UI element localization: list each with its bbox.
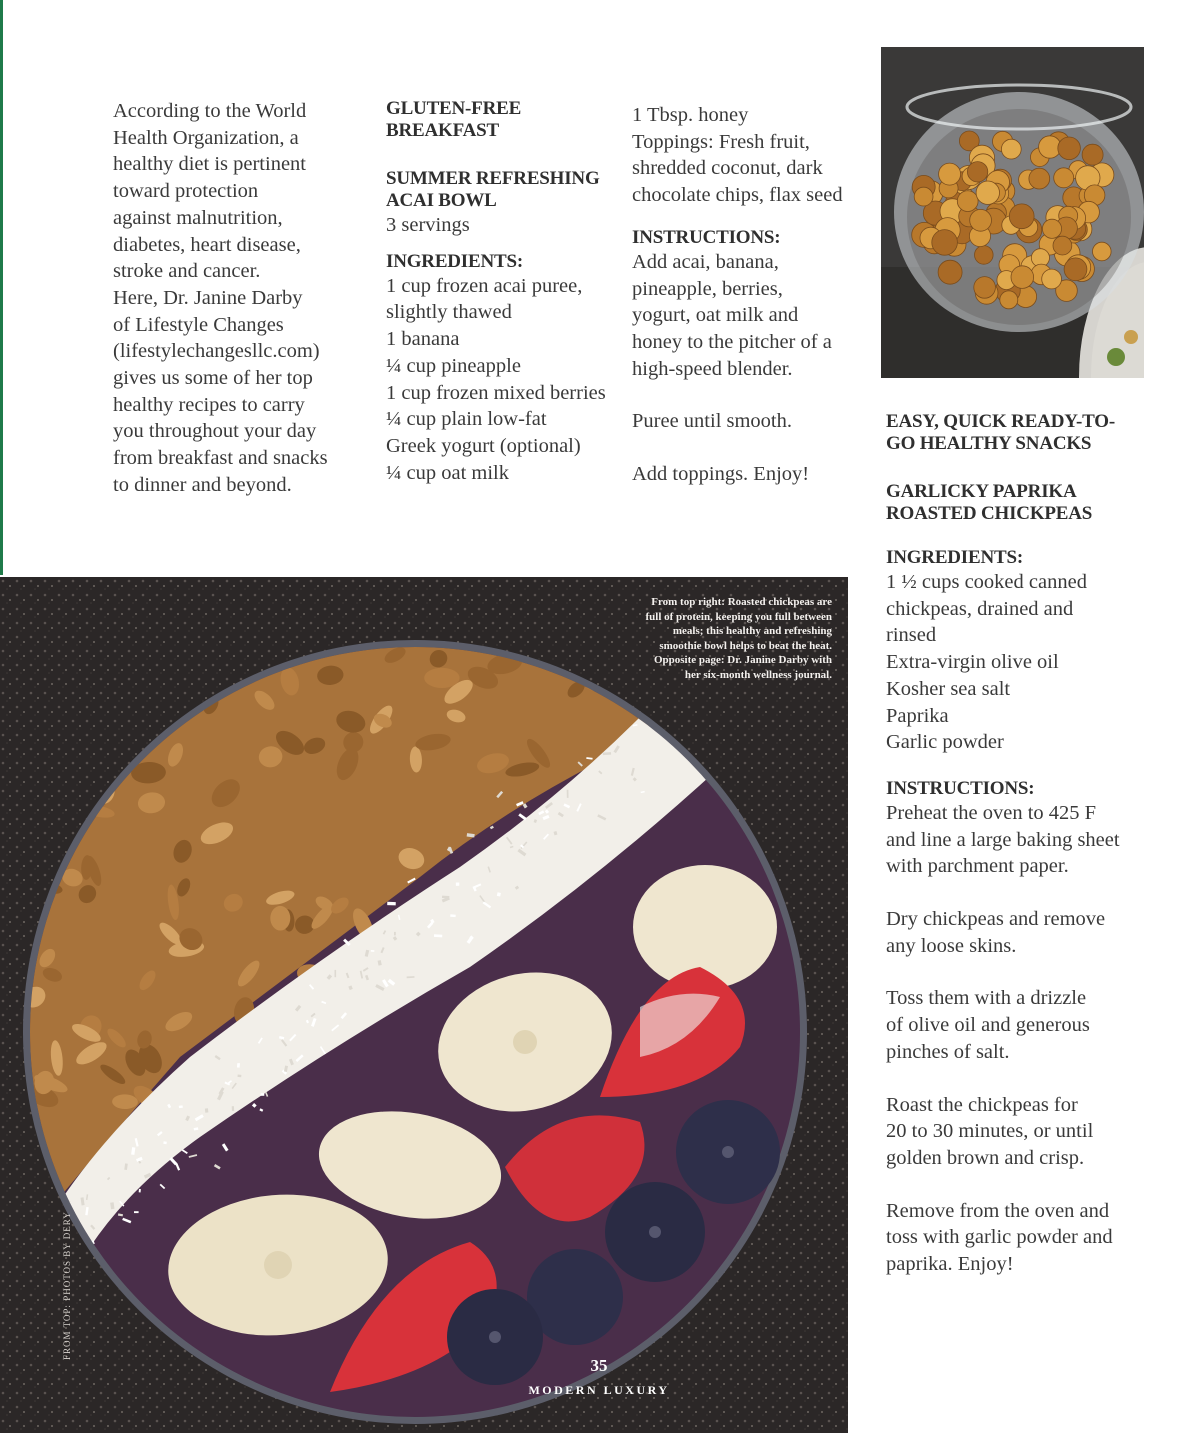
coconut-flake-mark — [163, 1141, 167, 1144]
chickpea-mark — [938, 260, 962, 284]
ingredient-line: 1 cup frozen acai puree, — [386, 274, 583, 297]
chickpeas-photo-art — [881, 47, 1144, 378]
section-heading: BREAKFAST — [386, 120, 499, 141]
section-heading: EASY, QUICK READY-TO- — [886, 411, 1115, 432]
chickpea-mark — [1000, 291, 1018, 309]
ingredient-line: Kosher sea salt — [886, 677, 1011, 700]
instruction-line: pinches of salt. — [886, 1040, 1010, 1063]
instruction-line: toss with garlic powder and — [886, 1226, 1113, 1249]
instruction-line: yogurt, oat milk and — [632, 304, 799, 327]
instructions-heading: INSTRUCTIONS: — [632, 226, 781, 248]
instruction-line: honey to the pitcher of a — [632, 330, 832, 353]
coconut-flake-mark — [434, 934, 442, 937]
ingredient-line: Paprika — [886, 704, 949, 727]
instruction-line: high-speed blender. — [632, 357, 793, 380]
ingredient-line: 1 Tbsp. honey — [632, 104, 749, 126]
instruction-line: any loose skins. — [886, 934, 1017, 957]
instruction-line: of olive oil and generous — [886, 1014, 1090, 1037]
caption-line: smoothie bowl helps to beat the heat. — [659, 639, 832, 652]
caption-line: meals; this healthy and refreshing — [672, 625, 832, 637]
ingredient-line: Extra-virgin olive oil — [886, 651, 1059, 674]
chickpea-mark — [1001, 139, 1021, 159]
ingredient-line: Greek yogurt (optional) — [386, 434, 581, 457]
intro-column — [113, 98, 363, 499]
instruction-line: Dry chickpeas and remove — [886, 908, 1106, 931]
instruction-line: 20 to 30 minutes, or until — [886, 1120, 1094, 1143]
instruction-line: golden brown and crisp. — [886, 1146, 1085, 1169]
chickpea-mark — [1064, 258, 1087, 281]
ingredient-line: rinsed — [886, 624, 937, 647]
chickpea-mark — [1054, 168, 1074, 188]
instruction-line: paprika. Enjoy! — [886, 1253, 1014, 1276]
chickpea-mark — [967, 162, 987, 182]
chickpea-mark — [1042, 269, 1062, 289]
coconut-flake-mark — [139, 1189, 141, 1193]
intro-line: healthy diet is pertinent — [113, 153, 306, 176]
ingredient-line: shredded coconut, dark — [632, 157, 823, 180]
chickpeas-photo — [881, 47, 1144, 378]
green-edge-accent — [0, 0, 3, 575]
recipe-title: GARLICKY PAPRIKA — [886, 481, 1077, 502]
magazine-brand: MODERN LUXURY — [528, 1383, 670, 1397]
ingredient-line: 1 cup frozen mixed berries — [386, 381, 606, 404]
coconut-flake-mark — [134, 1211, 139, 1213]
photo-credit: FROM TOP: PHOTOS BY DERY — [62, 1211, 72, 1360]
granola-mark — [270, 906, 290, 931]
coconut-flake-mark — [179, 1105, 183, 1108]
section-heading: GLUTEN-FREE — [386, 98, 522, 119]
coconut-flake-mark — [394, 932, 396, 936]
instruction-line: pineapple, berries, — [632, 277, 783, 300]
chickpea-mark — [1009, 204, 1034, 229]
intro-line: According to the World — [113, 100, 307, 122]
intro-line: toward protection — [113, 180, 259, 203]
intro-line: to dinner and beyond. — [113, 473, 292, 496]
intro-line: Health Organization, a — [113, 126, 299, 149]
chickpea-mark — [970, 209, 992, 231]
coconut-flake-mark — [387, 902, 396, 906]
intro-line: (lifestylechangesllc.com) — [113, 340, 320, 363]
chickpea-mark — [1029, 168, 1050, 189]
instruction-step: Add toppings. Enjoy! — [632, 463, 810, 486]
intro-line: from breakfast and snacks — [113, 447, 328, 470]
ingredient-line: Garlic powder — [886, 731, 1004, 754]
coconut-flake-mark — [450, 914, 456, 917]
chickpea-mark — [975, 246, 994, 265]
coconut-flake-mark — [456, 883, 459, 886]
chickpea-mark — [957, 191, 978, 212]
breakfast-column — [386, 98, 621, 486]
ingredients-heading: INGREDIENTS: — [386, 250, 523, 272]
instruction-line: Add acai, banana, — [632, 250, 779, 273]
intro-line: gives us some of her top — [113, 367, 313, 390]
chickpea-mark — [1058, 137, 1081, 160]
coconut-flake-mark — [237, 1075, 241, 1078]
acai-bowl-art — [0, 577, 848, 1433]
chickpea-mark — [1093, 242, 1112, 261]
chickpea-mark — [939, 163, 961, 185]
ingredient-line: chocolate chips, flax seed — [632, 184, 843, 207]
intro-line: diabetes, heart disease, — [113, 233, 301, 256]
coconut-flake-mark — [205, 1108, 209, 1112]
ingredient-line: Toppings: Fresh fruit, — [632, 130, 810, 153]
coconut-flake-mark — [237, 1063, 240, 1068]
caption-line: full of protein, keeping you full between — [645, 610, 832, 623]
instruction-line: Remove from the oven and — [886, 1199, 1110, 1222]
chickpea-mark — [974, 277, 996, 299]
chickpea-mark — [932, 230, 958, 256]
instruction-line: and line a large baking sheet — [886, 828, 1120, 851]
instruction-line: with parchment paper. — [886, 855, 1069, 878]
chickpea-mark — [1042, 219, 1061, 238]
intro-line: Here, Dr. Janine Darby — [113, 286, 303, 309]
photo-caption — [592, 595, 832, 682]
chickpea-mark — [1011, 266, 1034, 289]
recipe-title: ROASTED CHICKPEAS — [886, 503, 1093, 524]
coconut-flake-mark — [232, 1106, 234, 1111]
ingredient-line: ¼ cup pineapple — [386, 354, 521, 377]
instruction-line: Toss them with a drizzle — [886, 987, 1087, 1010]
intro-line: you throughout your day — [113, 420, 317, 443]
chickpea-mark — [1053, 236, 1072, 255]
chickpea-mark — [1082, 144, 1103, 165]
coconut-flake-mark — [567, 790, 569, 798]
acai-bowl-photo — [0, 577, 848, 1433]
ingredients-heading: INGREDIENTS: — [886, 547, 1023, 568]
caption-line: her six-month wellness journal. — [684, 668, 832, 681]
intro-line: against malnutrition, — [113, 206, 283, 229]
ingredient-line: 1 ½ cups cooked canned — [886, 571, 1087, 593]
intro-line: healthy recipes to carry — [113, 393, 305, 416]
ingredient-line: chickpeas, drained and — [886, 597, 1074, 620]
recipe-title: SUMMER REFRESHING — [386, 168, 600, 189]
ingredient-line: 1 banana — [386, 328, 460, 351]
instruction-line: Roast the chickpeas for — [886, 1093, 1078, 1116]
coconut-flake-mark — [335, 970, 337, 977]
instruction-step: Puree until smooth. — [632, 410, 793, 433]
servings: 3 servings — [386, 214, 470, 236]
ingredient-line: ¼ cup plain low-fat — [386, 408, 547, 431]
ingredient-line: slightly thawed — [386, 301, 512, 324]
caption-line: From top right: Roasted chickpeas are — [651, 596, 832, 608]
chickpea-mark — [914, 187, 933, 206]
snacks-column — [886, 411, 1131, 1278]
chickpea-mark — [976, 181, 999, 204]
intro-line: stroke and cancer. — [113, 260, 261, 283]
instruction-line: Preheat the oven to 425 F — [886, 801, 1097, 824]
recipe-title: ACAI BOWL — [386, 190, 497, 211]
coconut-flake-mark — [371, 950, 375, 952]
instructions-heading: INSTRUCTIONS: — [886, 777, 1035, 799]
coconut-flake-mark — [261, 1093, 265, 1096]
page-number: 35 — [590, 1356, 608, 1375]
caption-line: Opposite page: Dr. Janine Darby with — [653, 654, 832, 666]
intro-line: of Lifestyle Changes — [113, 313, 284, 336]
ingredient-line: ¼ cup oat milk — [386, 461, 509, 484]
granola-mark — [424, 668, 459, 688]
breakfast-column-continued — [632, 102, 862, 488]
section-heading: GO HEALTHY SNACKS — [886, 433, 1092, 454]
